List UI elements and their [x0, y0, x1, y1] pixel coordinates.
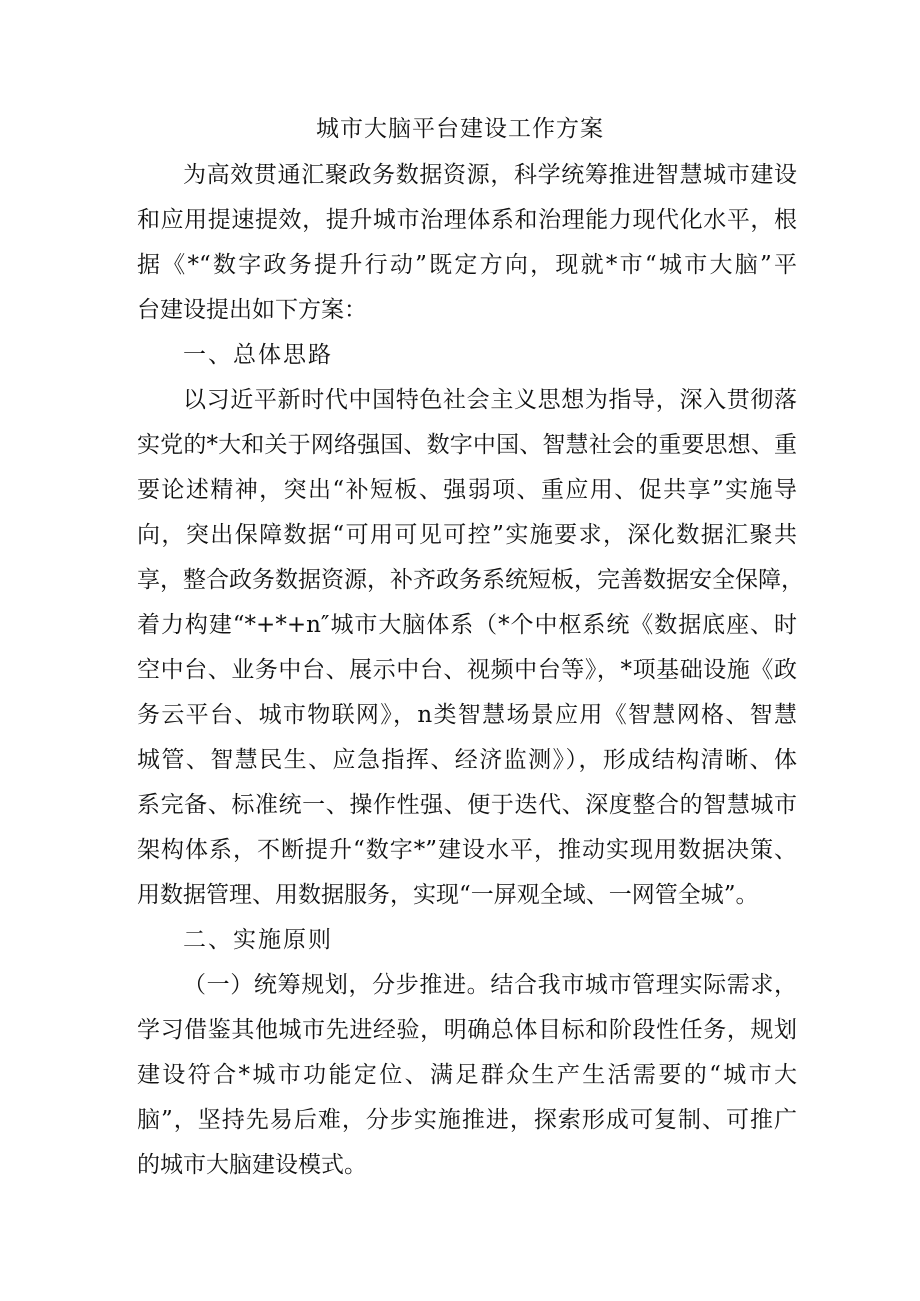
section-2-line-2: 学习借鉴其他城市先进经验，明确总体目标和阶段性任务，规划: [137, 1017, 797, 1043]
section-1-line-4: 向，突出保障数据“可用可见可控”实施要求，深化数据汇聚共: [137, 522, 797, 548]
document-title: 城市大脑平台建设工作方案: [316, 116, 604, 142]
section-1-line-5: 享，整合政务数据资源，补齐政务系统短板，完善数据安全保障，: [137, 567, 804, 593]
section-1-line-1: 以习近平新时代中国特色社会主义思想为指导，深入贯彻落: [183, 387, 797, 413]
section-1-line-12: 用数据管理、用数据服务，实现“一屏观全域、一网管全城”。: [137, 882, 759, 908]
intro-line-1: 为高效贯通汇聚政务数据资源，科学统筹推进智慧城市建设: [183, 162, 797, 188]
section-1-line-6: 着力构建“*+*+n″城市大脑体系（*个中枢系统《数据底座、时: [137, 612, 797, 638]
section-1-line-10: 系完备、标准统一、操作性强、便于迭代、深度整合的智慧城市: [137, 792, 797, 818]
section-1-line-9: 城管、智慧民生、应急指挥、经济监测》），形成结构清晰、体: [137, 747, 797, 773]
intro-line-3: 据《*“数字政务提升行动”既定方向，现就*市“城市大脑”平: [137, 252, 797, 278]
section-1-line-2: 实党的*大和关于网络强国、数字中国、智慧社会的重要思想、重: [137, 432, 797, 458]
intro-line-2: 和应用提速提效，提升城市治理体系和治理能力现代化水平，根: [137, 207, 797, 233]
section-1-line-7: 空中台、业务中台、展示中台、视频中台等》，*项基础设施《政: [137, 657, 797, 683]
section-1-heading: 一、总体思路: [183, 342, 333, 368]
intro-line-4: 台建设提出如下方案：: [137, 297, 367, 323]
section-2-heading: 二、实施原则: [183, 927, 333, 953]
section-1-line-3: 要论述精神，突出“补短板、强弱项、重应用、促共享”实施导: [137, 477, 797, 503]
section-1-line-8: 务云平台、城市物联网》，n类智慧场景应用《智慧网格、智慧: [137, 702, 797, 728]
section-2-line-1: （一）统筹规划，分步推进。结合我市城市管理实际需求，: [183, 972, 797, 998]
section-2-line-4: 脑”，坚持先易后难，分步实施推进，探索形成可复制、可推广: [137, 1107, 797, 1133]
section-2-line-3: 建设符合*城市功能定位、满足群众生产生活需要的“城市大: [137, 1062, 797, 1088]
section-2-line-5: 的城市大脑建设模式。: [137, 1152, 367, 1178]
section-1-line-11: 架构体系，不断提升“数字*”建设水平，推动实现用数据决策、: [137, 837, 797, 863]
